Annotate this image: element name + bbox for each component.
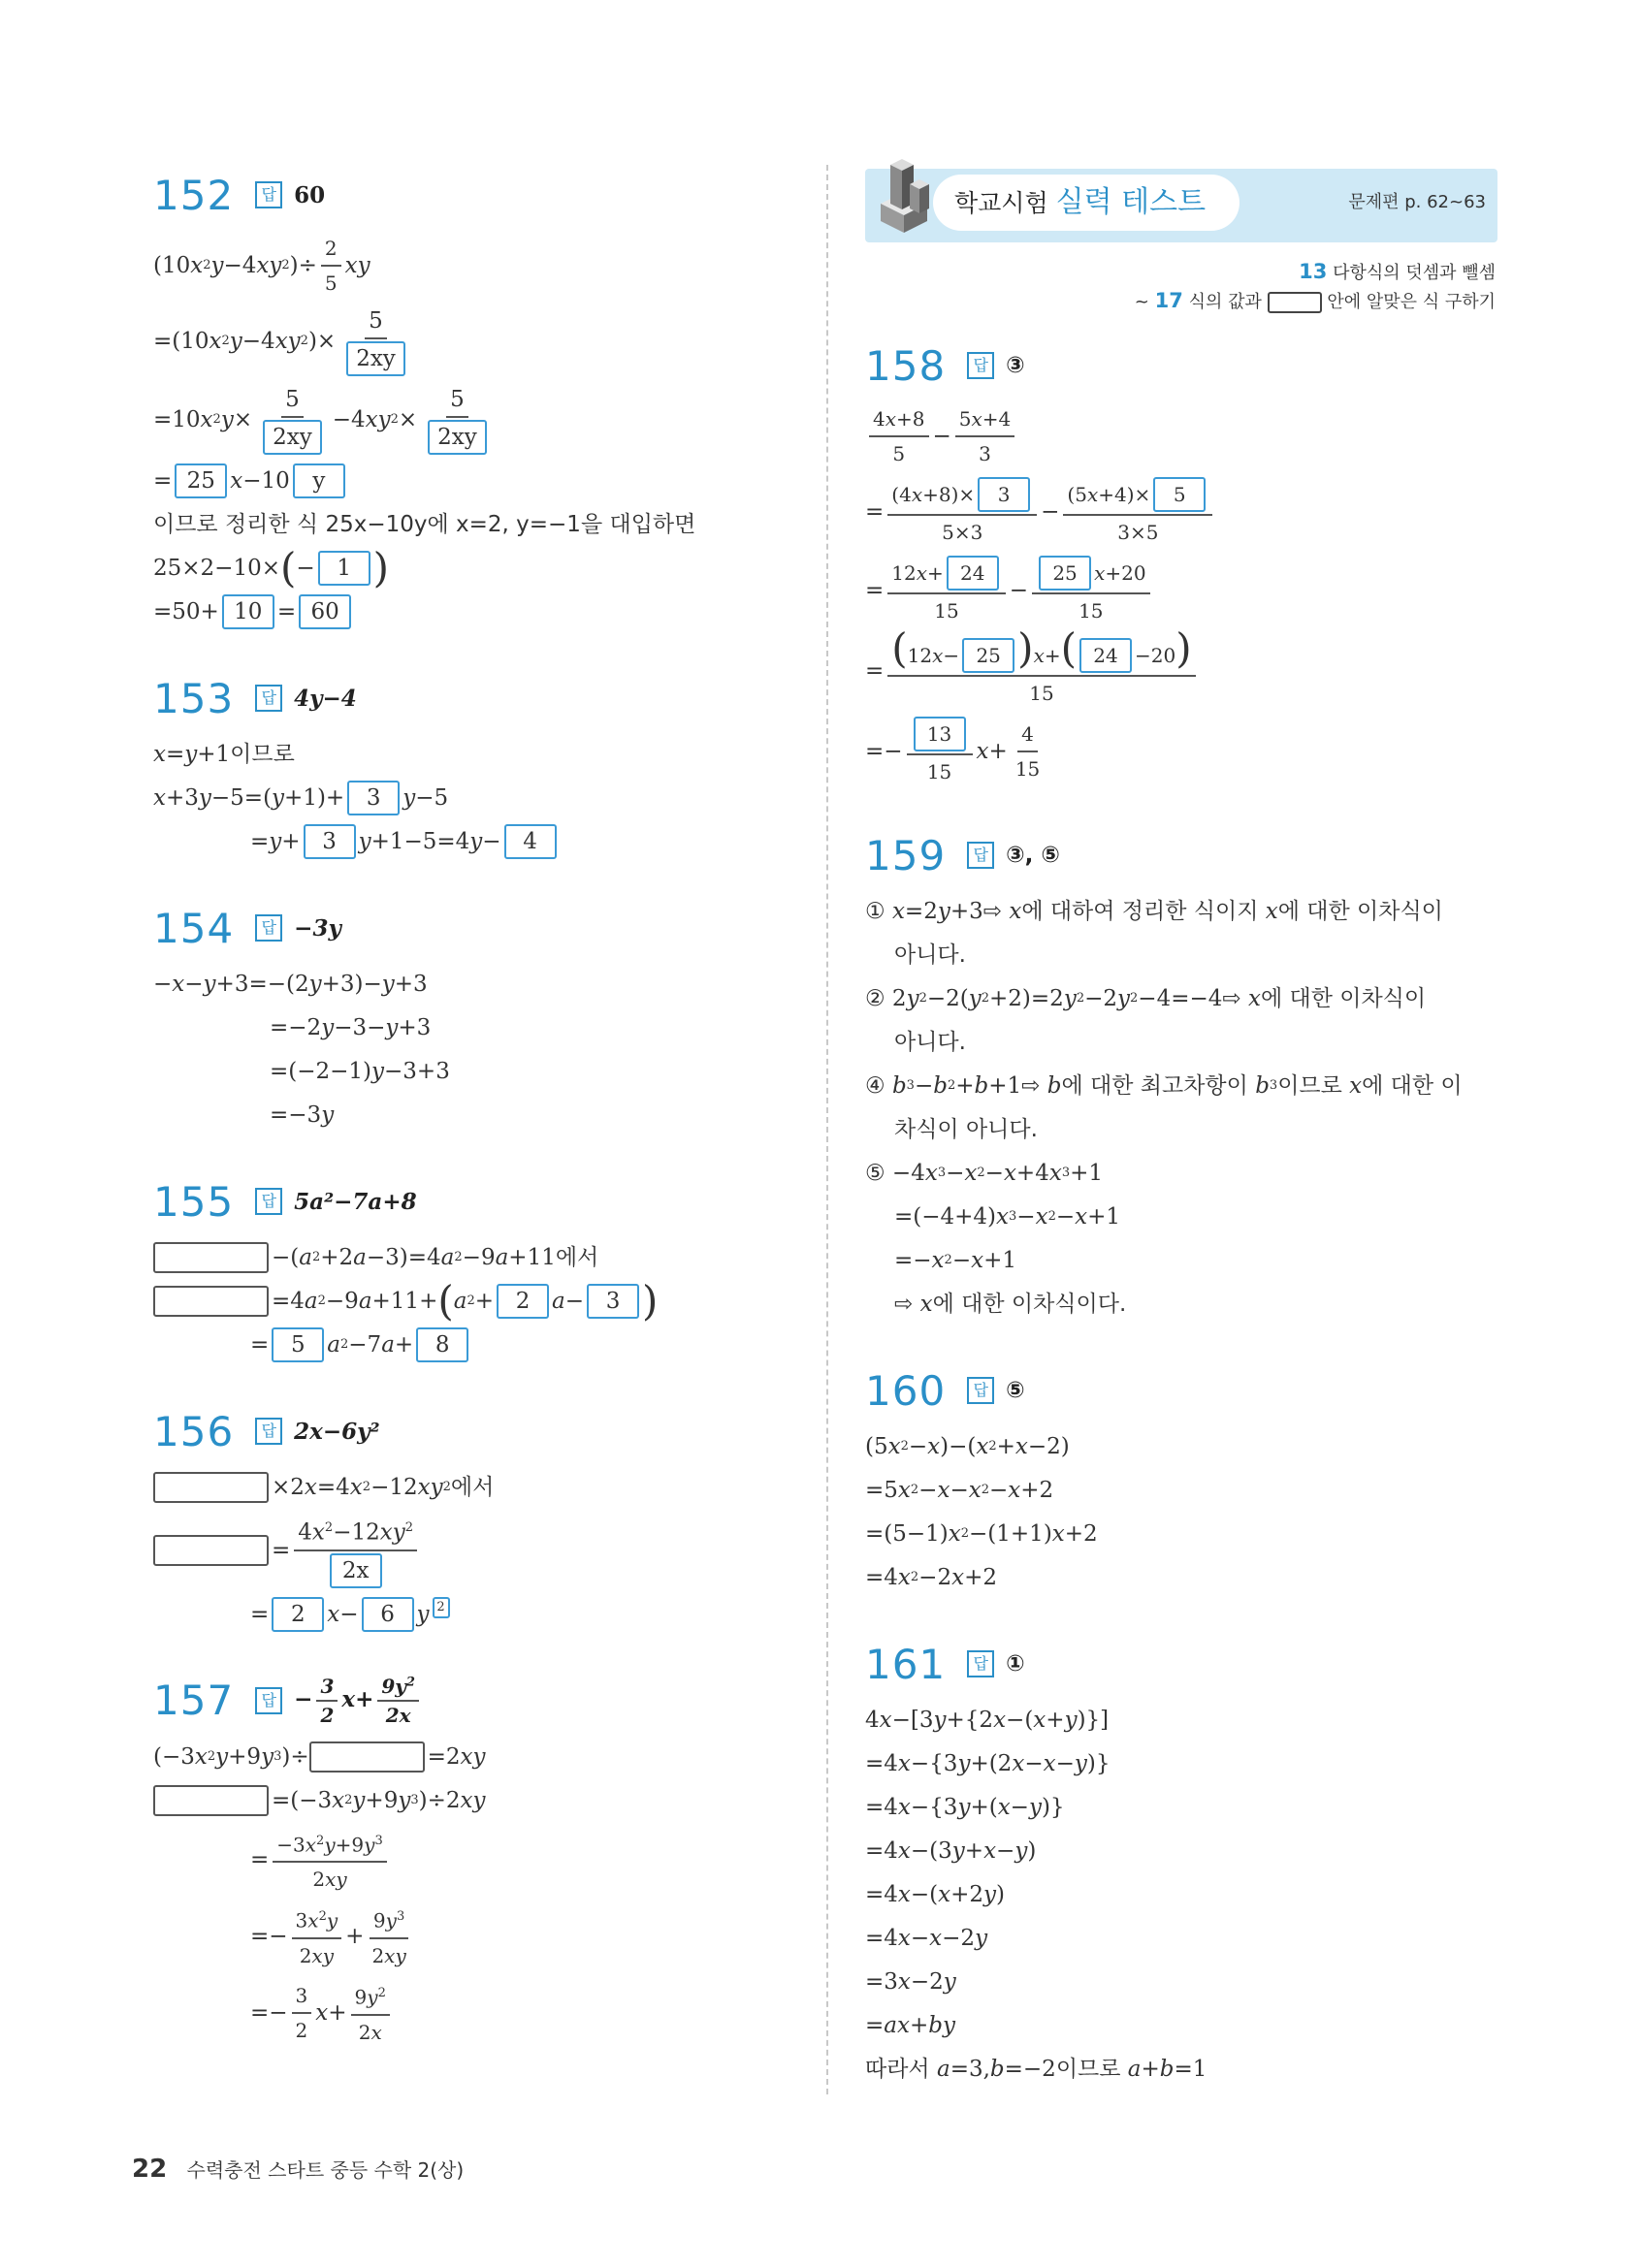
answer: ⑤	[1006, 1378, 1025, 1403]
topic-range: 13 다항식의 덧셈과 뺄셈 ~ 17 식의 값과 안에 알맞은 식 구하기	[1134, 260, 1496, 312]
problem-header	[865, 825, 1505, 885]
cube-icon	[871, 145, 937, 235]
problem-number: 156	[153, 1407, 235, 1455]
page-reference: 문제편 p. 62~63	[1348, 192, 1486, 212]
right-column	[865, 165, 1505, 2125]
answer-box: 8	[416, 1327, 468, 1362]
empty-box	[153, 1472, 269, 1503]
empty-box	[153, 1242, 269, 1273]
math-line: =5 x 2 − x − x 2 − x +2	[865, 1478, 1054, 1503]
math-line: (−3 x 2 y +9 y 3 )÷ =2 xy	[153, 1740, 813, 1774]
math-line: =(−3 x 2 y +9 y 3 )÷2 xy	[153, 1783, 813, 1818]
math-line: =4 x −{3 y +( x − y )}	[865, 1795, 1065, 1820]
page-number: 22	[132, 2155, 168, 2184]
math-line: 4 x −[3 y +{2 x −( x + y )}]	[865, 1708, 1110, 1733]
problem-number: 161	[865, 1640, 947, 1688]
answer-box: 2	[497, 1284, 549, 1319]
answer-box: 3	[347, 781, 400, 815]
math-line: = 2 x − 6 y 2	[153, 1597, 813, 1632]
answer-box: 6	[362, 1597, 414, 1632]
explanation-line: 아니다.	[894, 1030, 966, 1055]
empty-box	[309, 1741, 425, 1773]
answer: ③	[1006, 353, 1025, 378]
answer-box: 3	[978, 477, 1030, 512]
problem-number: 160	[865, 1366, 947, 1415]
answer: ③, ⑤	[1006, 843, 1060, 868]
empty-box	[1268, 292, 1322, 313]
answer-label: 답	[255, 1687, 282, 1714]
problem-number: 159	[865, 831, 947, 879]
math-line: (10 x 2 y −4 xy 2 )÷ $\frac{2}{5}$ xy	[153, 234, 813, 298]
explanation-line: 아니다.	[894, 942, 966, 968]
problem-header	[153, 898, 813, 958]
answer-label: 답	[967, 352, 994, 379]
problem-number: 155	[153, 1177, 235, 1226]
math-line: =(10 x 2 y −4 xy 2 )× $\frac{5}{2xy}$	[153, 306, 813, 376]
answer-box: 5	[272, 1327, 324, 1362]
answer-box: 2xy	[428, 420, 487, 455]
empty-box	[153, 1286, 269, 1317]
problem-number: 158	[865, 341, 947, 390]
answer-box: 2x	[330, 1553, 382, 1588]
math-line: =4 x −{3 y +(2 x − x − y )}	[865, 1751, 1111, 1776]
math-line: =− $\frac{3x^2y}{2xy}$ + $\frac{9y^3}{2xy}$	[153, 1902, 813, 1970]
answer-box: 5	[1153, 477, 1206, 512]
math-line: =− x 2 − x +1	[894, 1248, 1016, 1273]
math-line: 25×2−10× ( − 1 )	[153, 544, 390, 591]
left-column	[153, 165, 813, 2086]
explanation-line: ⇨ x 에 대한 이차식이다.	[894, 1292, 1127, 1317]
answer-box: 24	[1079, 638, 1132, 673]
math-line: −( a 2 +2 a −3)=4 a 2 −9 a +11 에서	[153, 1240, 813, 1275]
math-line: =−2 y −3− y +3	[270, 1015, 432, 1040]
answer: − $\frac{3}{2}$ x+ $\frac{9y^2}{2x}$	[294, 1675, 423, 1727]
math-line: =4 x − x −2 y	[865, 1926, 988, 1951]
answer-label: 답	[255, 1188, 282, 1215]
problem-number: 153	[153, 674, 235, 722]
page-footer	[132, 2155, 464, 2184]
problem-158	[865, 335, 1505, 786]
math-line: x +3 y −5=( y +1)+ 3 y −5	[153, 781, 813, 815]
problem-number: 154	[153, 904, 235, 952]
math-line: x = y +1 이므로	[153, 742, 295, 767]
problem-155	[153, 1171, 813, 1362]
math-line: =(−4+4) x 3 − x 2 − x +1	[894, 1204, 1121, 1230]
math-line: =−3 y	[270, 1102, 335, 1128]
book-title: 수력충전 스타트 중등 수학 2(상)	[186, 2158, 465, 2182]
problem-header	[153, 1401, 813, 1461]
math-line: (5 x 2 − x )−( x 2 + x −2)	[865, 1434, 1070, 1459]
problem-header	[865, 1360, 1505, 1421]
problem-153	[153, 668, 813, 859]
problem-154	[153, 898, 813, 1133]
math-line: = ax + by	[865, 2013, 955, 2038]
explanation-line: 따라서 a =3, b =−2 이므로 a + b =1	[865, 2057, 1207, 2082]
column-divider	[826, 165, 828, 2094]
answer-box: 1	[318, 551, 370, 586]
problem-161	[865, 1634, 1505, 2087]
answer-box: 24	[947, 556, 999, 591]
math-line: ×2 x =4 x 2 −12 xy 2 에서	[153, 1470, 813, 1505]
problem-156	[153, 1401, 813, 1632]
explanation-line: ① x =2 y +3 ⇨ x 에 대하여 정리한 식이지 x 에 대한 이차식이	[865, 899, 1443, 924]
problem-header	[153, 668, 813, 728]
math-line: =4 a 2 −9 a +11+ ( a 2 + 2 a − 3 )	[153, 1284, 813, 1319]
math-line: $\frac{4x+8}{5}$ − $\frac{5x+4}{3}$	[865, 404, 1505, 468]
math-line: =50+ 10 = 60	[153, 594, 813, 629]
math-line: =(5−1) x 2 −(1+1) x +2	[865, 1521, 1098, 1547]
problem-header	[153, 1171, 813, 1231]
explanation-line: ④ b 3 − b 2 + b +1 ⇨ b 에 대한 최고차항이 b 3 이므로 x 에 대한 이	[865, 1073, 1463, 1099]
answer-label: 답	[255, 1418, 282, 1445]
problem-number: 157	[153, 1677, 235, 1725]
answer: 5a²−7a+8	[294, 1188, 417, 1215]
answer: ①	[1006, 1651, 1025, 1677]
math-line: = $\frac{12x+ 24}{15}$ − $\frac{25 x+20}{15}$	[865, 556, 1505, 625]
math-line: =10 x 2 y × $\frac{5}{2xy}$ −4 xy 2 × $\frac{5}{2xy}$	[153, 385, 813, 455]
answer: 60	[294, 181, 326, 208]
answer-box: 3	[304, 824, 356, 859]
answer-box: 3	[587, 1284, 639, 1319]
answer-box: y	[293, 463, 345, 498]
answer-label: 답	[967, 842, 994, 869]
problem-header	[865, 335, 1505, 396]
section-banner	[865, 165, 1505, 250]
banner-title: 학교시험 실력 테스트	[933, 175, 1240, 231]
answer-box: 13	[914, 717, 966, 751]
answer-box: 4	[504, 824, 557, 859]
answer-box: 2xy	[346, 341, 405, 376]
math-line: = 5 a 2 −7 a + 8	[153, 1327, 813, 1362]
answer-box: 2xy	[263, 420, 322, 455]
empty-box	[153, 1785, 269, 1816]
answer-label: 답	[967, 1650, 994, 1677]
answer-box: 2	[272, 1597, 324, 1632]
problem-157	[153, 1671, 813, 2047]
math-line: =4 x 2 −2 x +2	[865, 1565, 997, 1590]
problem-header	[153, 1671, 813, 1731]
math-line: =4 x −( x +2 y )	[865, 1882, 1006, 1907]
math-line: = y + 3 y +1−5=4 y − 4	[153, 824, 813, 859]
answer: 2x−6y²	[294, 1418, 380, 1445]
problem-header	[865, 1634, 1505, 1694]
explanation-line: ⑤ −4 x 3 − x 2 − x +4 x 3 +1	[865, 1161, 1103, 1186]
answer-label: 답	[255, 685, 282, 712]
problem-160	[865, 1360, 1505, 1595]
math-line: =− $\frac{13}{15}$ x + $\frac{4}{15}$	[865, 717, 1505, 786]
math-line: = $\frac{4x^2-12xy^2}{2x}$	[153, 1514, 813, 1588]
problem-number: 152	[153, 171, 235, 219]
empty-box	[153, 1535, 269, 1566]
math-line: = 25 x −10 y	[153, 463, 813, 498]
problem-header	[153, 165, 813, 225]
math-line: = $\frac{(12x- 25 )x+( 24 -20)}{15}$	[865, 634, 1505, 708]
math-line: =4 x −(3 y + x − y )	[865, 1838, 1037, 1864]
answer-label: 답	[255, 914, 282, 942]
answer-box: 25	[962, 638, 1014, 673]
answer-label: 답	[967, 1377, 994, 1404]
math-line: = $\frac{(4x+8)\times 3}{5\times 3}$ − $\frac{(5x+4)\times 5}{3\times 5}$	[865, 477, 1505, 547]
problem-159	[865, 825, 1505, 1322]
explanation-line: 차식이 아니다.	[894, 1117, 1038, 1142]
answer-box: 25	[175, 463, 227, 498]
math-line: − x − y +3=−(2 y +3)− y +3	[153, 972, 428, 997]
math-line: =3 x −2 y	[865, 1969, 956, 1995]
math-line: = $\frac{-3x^2y+9y^3}{2xy}$	[153, 1827, 813, 1895]
answer-box: 2	[433, 1597, 450, 1618]
math-line: =− $\frac{3}{2}$ x + $\frac{9y^2}{2x}$	[153, 1979, 813, 2047]
answer-label: 답	[255, 181, 282, 208]
answer-box: 60	[299, 594, 351, 629]
math-line: =(−2−1) y −3+3	[270, 1059, 450, 1084]
answer: −3y	[294, 914, 341, 942]
explanation-text: 이므로 정리한 식 25x−10y에 x=2, y=−1을 대입하면	[153, 512, 696, 537]
answer-box: 10	[222, 594, 274, 629]
answer-box: 25	[1039, 556, 1091, 591]
problem-152	[153, 165, 813, 629]
answer: 4y−4	[294, 685, 357, 712]
explanation-line: ② 2 y 2 −2( y 2 +2)=2 y 2 −2 y 2 −4=−4 ⇨ x 에 대한 이차식이	[865, 986, 1427, 1011]
